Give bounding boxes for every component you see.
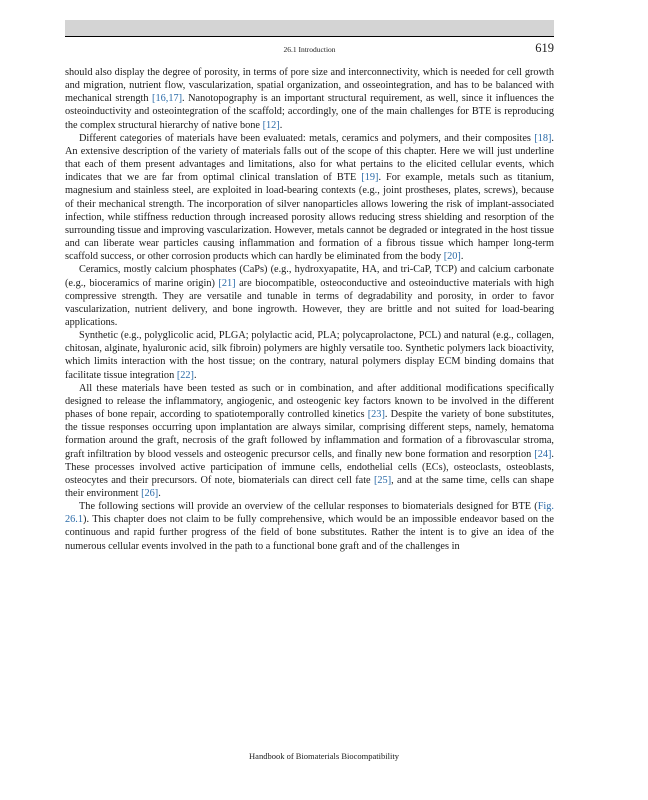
footer-book-title: Handbook of Biomaterials Biocompatibility <box>249 751 399 761</box>
paragraph-text: The following sections will provide an overview of the cellular responses to biomaterials designed for BTE ( <box>79 501 538 513</box>
paragraph-text: should also display the degree of porosity, in terms of pore size and interconnectivity, which is needed for cell growth and migration, nutrient flow, vascularization, spatial organization, and osseointegration, and has to be balanced with mechanical strength <box>65 67 554 105</box>
paragraph-text: All these materials have been tested as such or in combination, and after additional modifications specifically designed to release the inflammatory, angiogenic, and osteogenic key factors known to be involved in the different phases of bone repair, according to spatiotemporally controlled kinetics <box>65 382 554 421</box>
citation-link[interactable]: [12] <box>262 119 280 131</box>
paragraph-text: . <box>460 251 464 263</box>
body-text <box>65 66 554 553</box>
paragraph-text: ). This chapter does not claim to be fully comprehensive, which would be an impossible endeavor based on the continuous and rapid further progress of the field of bone substitutes. Rather the intent is to give an idea of the numerous cellular events involved in the path to a functional bone graft and of the challenges in <box>65 514 554 552</box>
paragraph-text: Ceramics, mostly calcium phosphates (CaPs) (e.g., hydroxyapatite, HA, and tri-CaP, TCP) and calcium carbonate (e.g., bioceramics of marine origin) <box>65 264 554 289</box>
running-head <box>65 42 554 58</box>
paragraph-text: are biocompatible, osteoconductive and osteoinductive materials with high compressive strength. They are versatile and tunable in terms of degradability and porosity, in order to favor vascularization, nutrient delivery, and bone ingrowth. However, they are brittle and not suited for load-bearing applications. <box>65 277 554 328</box>
header-shade-bar <box>65 20 554 36</box>
paragraph <box>65 329 554 382</box>
citation-link[interactable]: [16,17] <box>152 93 183 105</box>
paragraph-text: . Despite the variety of bone substitutes, the tissue responses occurring upon implantation are always similar, comprising different steps, namely, hematoma formation around the graft, necrosis of the graft followed by inflammation and formation of a fibrovascular stroma, graft infiltration by blood vessels and osteogenic precursor cells, and finally new bone formation and resorption <box>65 409 554 460</box>
citation-link[interactable]: [26] <box>141 488 159 499</box>
paragraph <box>65 132 554 264</box>
citation-link[interactable]: [18] <box>534 132 552 144</box>
citation-link[interactable]: [25] <box>373 474 392 486</box>
paragraph <box>65 66 554 132</box>
paragraph-text: Different categories of materials have been evaluated: metals, ceramics and polymers, and their composites <box>79 132 535 144</box>
citation-link[interactable]: [20] <box>443 251 461 263</box>
page-number: 619 <box>535 41 554 55</box>
citation-link[interactable]: Fig. 26.1 <box>65 501 554 526</box>
paragraph-text: . <box>279 119 283 131</box>
section-label: 26.1 Introduction <box>283 45 336 54</box>
citation-link[interactable]: [21] <box>218 277 236 289</box>
paragraph-text: . These processes involved active participation of immune cells, endothelial cells (ECs), osteoclasts, osteoblasts, osteocytes and their precursors. Of note, biomaterials can direct cell fate <box>65 448 554 486</box>
paragraph-text: , and at the same time, cells can shape their environment <box>65 474 554 499</box>
paragraph-text: . For example, metals such as titanium, magnesium and stainless steel, are exploited in load-bearing contexts (e.g., joint prostheses, plates, screws), because of their mechanical strength. The incorporation of silver nanoparticles allows lowering the risk of implant-associated infection, while stiffness reduction through increased porosity allows reducing stress shielding and resorption of the surrounding tissue and improving vascularization. However, metals cannot be degraded or integrated in the host tissue and can liberate wear particles causing inflammation and formation of a fibrous tissue which hamper long-term scaffold success, or other corrosion products which can hardly be eliminated from the body <box>65 172 555 263</box>
paragraph <box>65 263 554 329</box>
header-rule <box>65 36 554 37</box>
citation-link[interactable]: [22] <box>176 369 194 381</box>
paragraph-text: . Nanotopography is an important structural requirement, as well, since it influences the osteoinductivity and osteointegration of the scaffold; accordingly, one of the main challenges for BTE is reproducing the complex structural hierarchy of native bone <box>65 93 555 131</box>
paragraph <box>65 382 554 500</box>
paragraph-text: . An extensive description of the variety of materials falls out of the scope of this chapter. Here we will just underline that each of them present advantages and limitations, also for what pertains to the elicited cellular events, which indicates that we are far from optimal clinical translation of BTE <box>65 132 554 184</box>
citation-link[interactable]: [24] <box>534 448 552 460</box>
paragraph-text: Synthetic (e.g., polyglicolic acid, PLGA; polylactic acid, PLA; polycaprolactone, PCL) and natural (e.g., collagen, chitosan, alginate, hyaluronic acid, silk fibroin) polymers are highly versatile too. Synthetic polymers lack bioactivity, which limits interaction with the host tissue; on the contrary, natural polymers display ECM binding domains that facilitate tissue integration <box>65 330 554 381</box>
paragraph <box>65 500 554 553</box>
citation-link[interactable]: [23] <box>367 409 385 421</box>
citation-link[interactable]: [19] <box>361 172 379 184</box>
paragraph-text: . <box>158 488 161 499</box>
paragraph-text: . <box>193 369 197 381</box>
